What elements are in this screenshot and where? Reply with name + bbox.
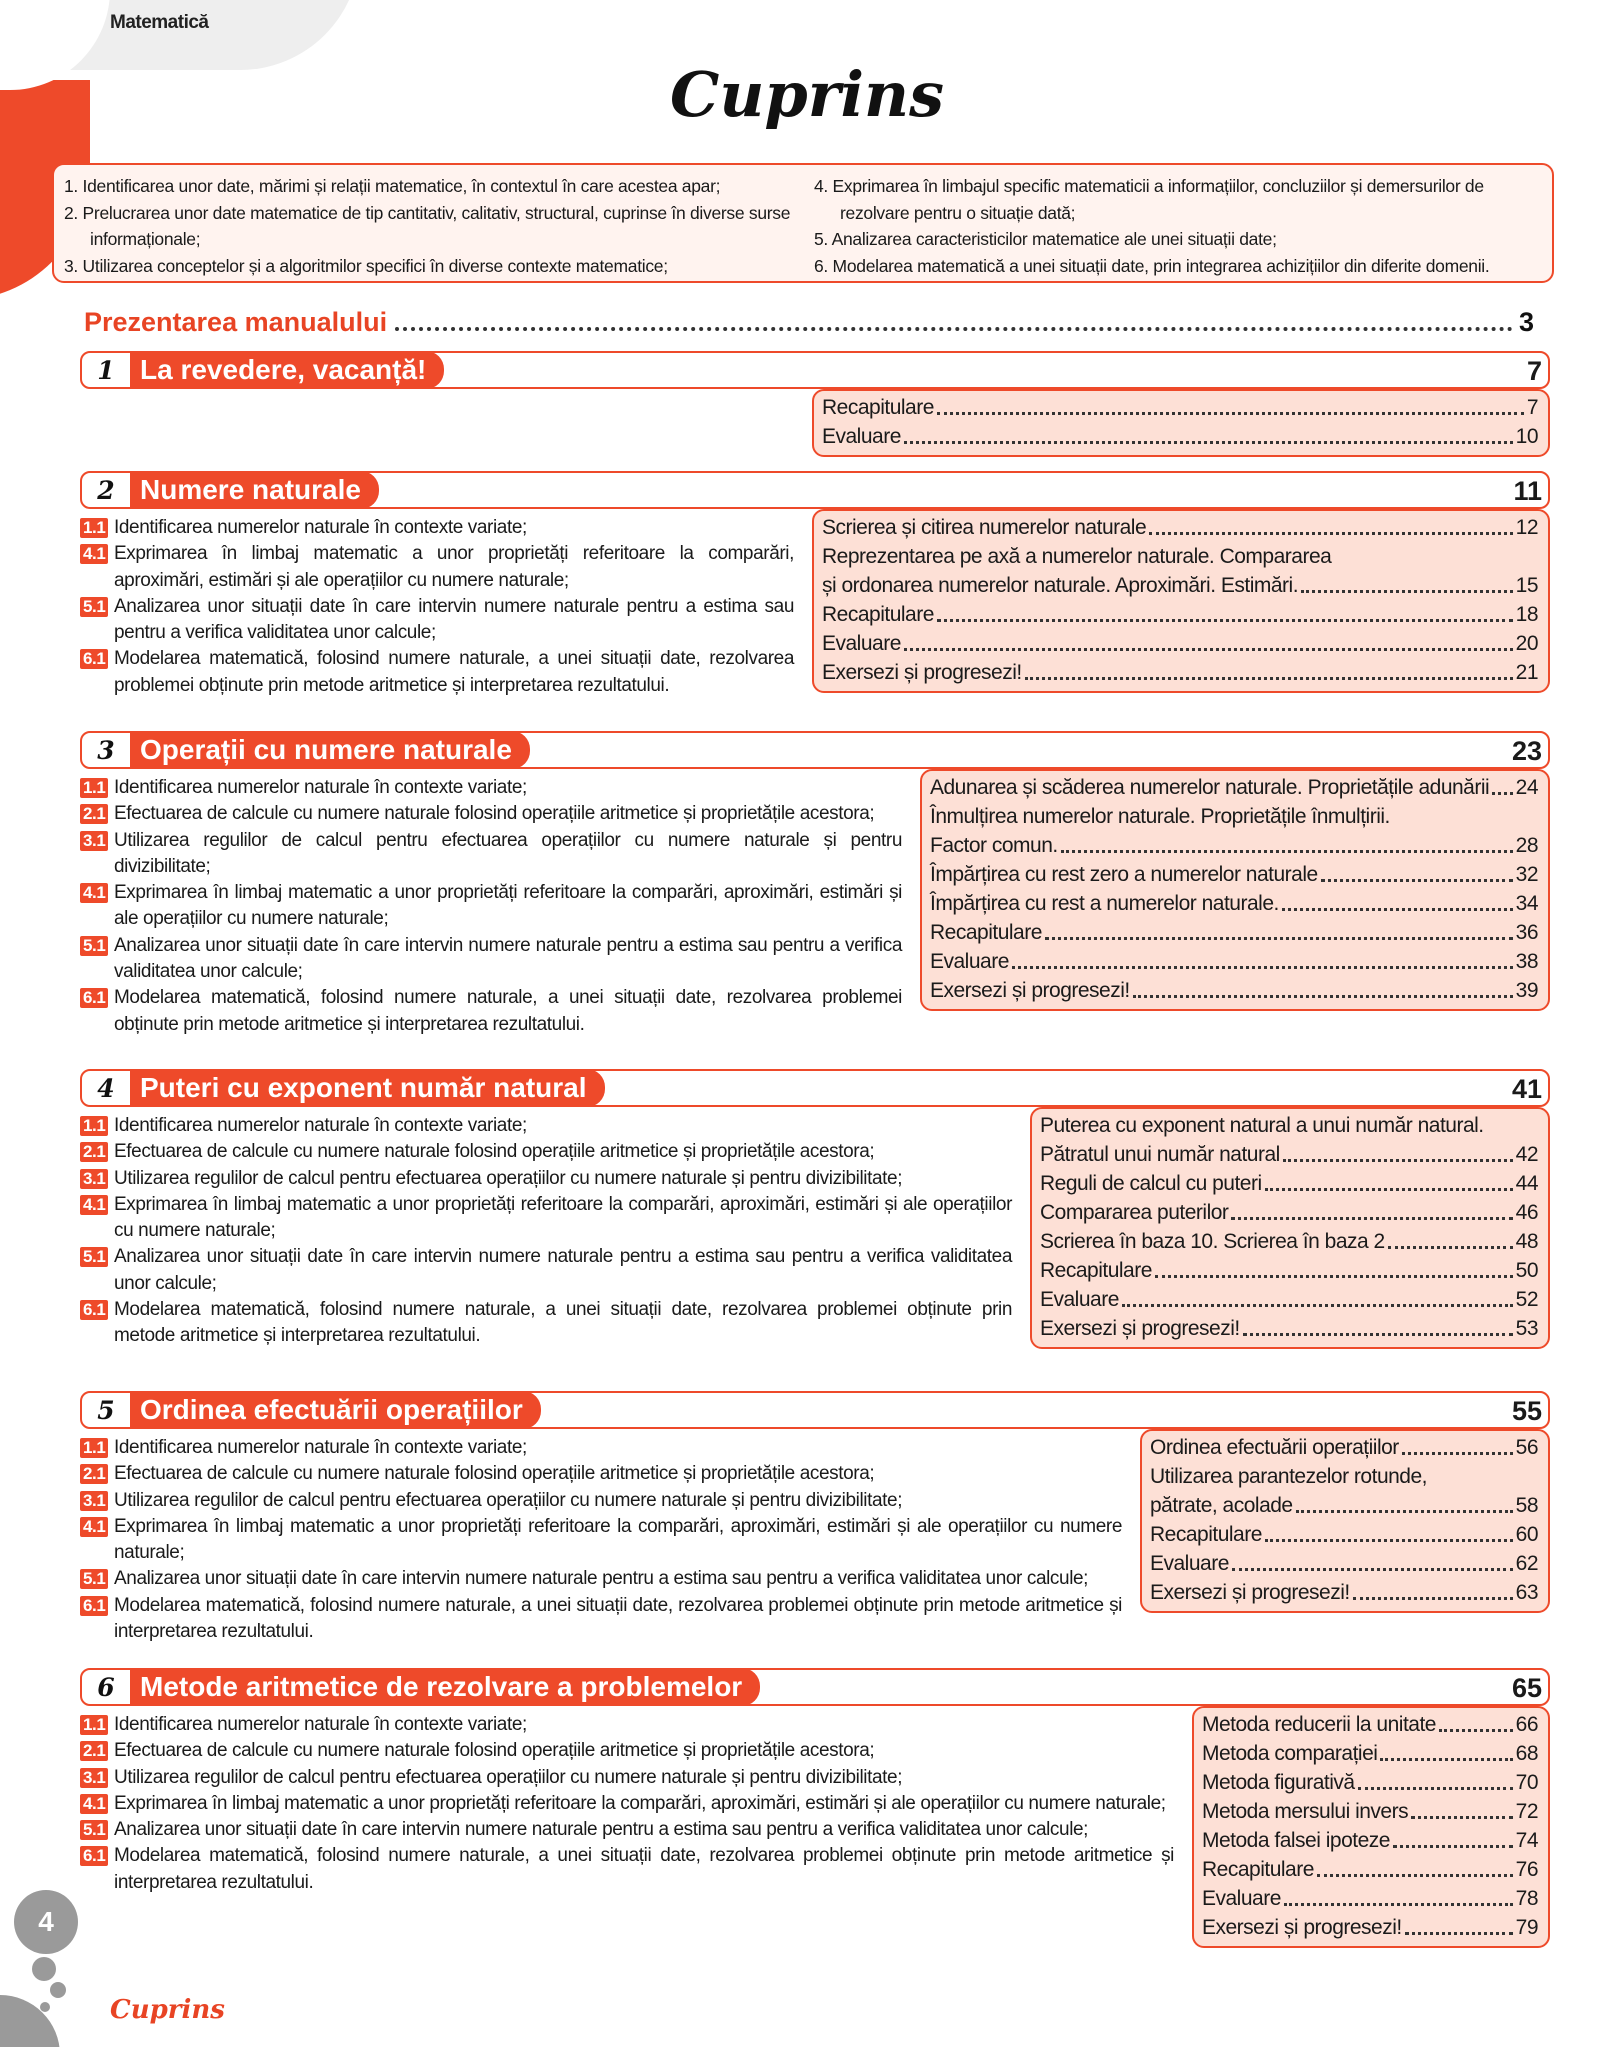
general-competences-box — [52, 163, 1554, 283]
dot-leader — [1321, 879, 1513, 882]
toc-entry-page: 34 — [1515, 892, 1538, 915]
competence-code: 3.1 — [80, 1768, 108, 1788]
dot-leader — [1402, 1452, 1513, 1455]
decorative-dot — [32, 1957, 56, 1981]
chapter-header[interactable] — [80, 1391, 1550, 1429]
specific-competence — [80, 1244, 1012, 1297]
toc-entry-page: 70 — [1515, 1771, 1538, 1794]
competence-code: 1.1 — [80, 518, 108, 538]
competence-code: 4.1 — [80, 883, 108, 903]
chapter-page: 11 — [1513, 476, 1542, 506]
competence-text: Exprimarea în limbaj matematic a unor proprietăți referitoare la comparări, aproximări, estimări și ale operațiilor cu numere naturale; — [114, 1515, 1122, 1564]
toc-entry-page: 18 — [1515, 603, 1538, 626]
specific-competence — [80, 1139, 1012, 1165]
competence-code: 5.1 — [80, 597, 108, 617]
toc-entry-page: 68 — [1515, 1742, 1538, 1765]
general-competence: 5. Analizarea caracteristicilor matematice ale unei situații date; — [814, 229, 1277, 249]
competence-text: Analizarea unor situații date în care intervin numere naturale pentru a estima sau pentru a verifica validitatea unor calcule; — [114, 1819, 1089, 1841]
competence-code: 4.1 — [80, 1195, 108, 1215]
toc-entry-page: 32 — [1515, 863, 1538, 886]
chapter-number: 2 — [86, 476, 126, 506]
specific-competence — [80, 1843, 1174, 1896]
toc-entry[interactable] — [1150, 1433, 1538, 1462]
competence-code: 5.1 — [80, 936, 108, 956]
toc-entry-line[interactable]: Utilizarea parantezelor rotunde, — [1150, 1465, 1427, 1488]
competence-text: Identificarea numerelor naturale în contexte variate; — [114, 517, 527, 538]
dot-leader — [1045, 937, 1513, 940]
competence-text: Exprimarea în limbaj matematic a unor proprietăți referitoare la comparări, aproximări, estimări și ale operațiilor cu numere naturale; — [114, 1792, 1166, 1814]
toc-entry-title: Metoda falsei ipoteze — [1202, 1829, 1390, 1852]
specific-competence — [80, 1738, 1174, 1764]
specific-competence — [80, 1192, 1012, 1245]
chapter-competences — [80, 775, 902, 1038]
dot-leader — [1284, 1903, 1513, 1906]
dot-leader — [1388, 1246, 1513, 1249]
chapter-toc — [1192, 1706, 1550, 1948]
chapter-title: Puteri cu exponent număr natural — [130, 1069, 605, 1107]
toc-entry-title: Evaluare — [1040, 1288, 1119, 1311]
competence-text: Modelarea matematică, folosind numere naturale, a unei situații date, rezolvarea problemei obținute prin metode aritmetice și interpretarea rezultatului. — [114, 987, 902, 1035]
toc-entry-title: Compararea puterilor — [1040, 1201, 1229, 1224]
specific-competence — [80, 1435, 1122, 1461]
competence-code: 5.1 — [80, 1569, 108, 1589]
chapter-title: La revedere, vacanță! — [130, 351, 444, 389]
chapter-header[interactable] — [80, 1668, 1550, 1706]
specific-competence — [80, 1113, 1012, 1139]
chapter-toc — [1140, 1429, 1550, 1613]
toc-entry-title: Recapitulare — [1202, 1858, 1314, 1881]
toc-entry-page: 62 — [1515, 1552, 1538, 1575]
toc-entry-page: 74 — [1515, 1829, 1538, 1852]
toc-entry-page: 52 — [1515, 1288, 1538, 1311]
dot-leader — [904, 648, 1513, 651]
dot-leader — [1439, 1729, 1513, 1732]
toc-entry[interactable] — [1202, 1826, 1538, 1855]
competence-code: 6.1 — [80, 1596, 108, 1616]
toc-entry-title: Factor comun. — [930, 834, 1058, 857]
specific-competence — [80, 646, 794, 699]
dot-leader — [1317, 1874, 1513, 1877]
dot-leader — [1405, 1932, 1513, 1935]
toc-entry-title: Exersezi și progresezi! — [930, 979, 1130, 1002]
toc-entry-title: Metoda comparației — [1202, 1742, 1378, 1765]
chapter-number: 1 — [86, 356, 126, 386]
competence-text: Utilizarea regulilor de calcul pentru efectuarea operațiilor cu numere naturale și pentru divizibilitate; — [114, 1766, 903, 1788]
toc-entry-title: Recapitulare — [930, 921, 1042, 944]
chapter-competences — [80, 1712, 1174, 1896]
chapter-title: Metode aritmetice de rezolvare a problemelor — [130, 1668, 760, 1706]
toc-entry-page: 63 — [1515, 1581, 1538, 1604]
specific-competence — [80, 801, 902, 827]
dot-leader — [904, 441, 1513, 444]
competences-left-column — [64, 173, 804, 279]
dot-leader — [937, 619, 1513, 622]
specific-competence — [80, 985, 902, 1038]
toc-entry[interactable] — [822, 600, 1538, 629]
toc-entry[interactable] — [1202, 1768, 1538, 1797]
competence-code: 6.1 — [80, 1846, 108, 1866]
toc-entry-page: 38 — [1515, 950, 1538, 973]
toc-entry-title: Evaluare — [822, 425, 901, 448]
dot-leader — [1231, 1217, 1512, 1220]
dot-leader — [1155, 1275, 1513, 1278]
dot-leader — [1149, 532, 1512, 535]
competence-text: Modelarea matematică, folosind numere naturale, a unei situații date, rezolvarea problemei obținute prin metode aritmetice și interpretarea rezultatului. — [114, 1594, 1122, 1643]
toc-entry-title: Recapitulare — [822, 603, 934, 626]
competence-text: Analizarea unor situații date în care intervin numere naturale pentru a estima sau pentru a verifica validitatea unor calcule; — [114, 934, 902, 983]
competence-code: 3.1 — [80, 831, 108, 851]
toc-entry[interactable] — [1202, 1739, 1538, 1768]
decorative-dot — [50, 1982, 66, 1998]
toc-entry[interactable] — [822, 658, 1538, 687]
toc-entry[interactable] — [1040, 1169, 1538, 1198]
toc-entry-title: Recapitulare — [1150, 1523, 1262, 1546]
specific-competence — [80, 1712, 1174, 1738]
competence-code: 4.1 — [80, 1794, 108, 1814]
dot-leader — [1133, 995, 1513, 998]
toc-entry-title: Evaluare — [930, 950, 1009, 973]
specific-competence — [80, 1817, 1174, 1843]
toc-entry-title: Scrierea în baza 10. Scrierea în baza 2 — [1040, 1230, 1385, 1253]
toc-entry-page: 39 — [1515, 979, 1538, 1002]
competence-text: Analizarea unor situații date în care intervin numere naturale pentru a estima sau pentru a verifica validitatea unor calcule; — [114, 1568, 1089, 1590]
page-number: 4 — [14, 1890, 78, 1954]
toc-entry-title: Reguli de calcul cu puteri — [1040, 1172, 1262, 1195]
toc-entry[interactable] — [1040, 1140, 1538, 1169]
toc-entry-page: 72 — [1515, 1800, 1538, 1823]
toc-entry-page: 36 — [1515, 921, 1538, 944]
chapter-number: 6 — [86, 1673, 126, 1703]
dot-leader — [1243, 1333, 1513, 1336]
competence-text: Exprimarea în limbaj matematic a unor proprietăți referitoare la comparări, aproximări, estimări și ale operațiilor cu numere naturale; — [114, 543, 794, 591]
dot-leader — [1283, 1159, 1513, 1162]
toc-entry[interactable] — [822, 629, 1538, 658]
toc-entry-line[interactable]: Puterea cu exponent natural a unui număr natural. — [1040, 1114, 1484, 1137]
competence-code: 5.1 — [80, 1820, 108, 1840]
toc-entry[interactable] — [1040, 1198, 1538, 1227]
specific-competence — [80, 1461, 1122, 1487]
toc-entry-page: 7 — [1526, 396, 1538, 419]
toc-entry[interactable] — [1202, 1913, 1538, 1942]
toc-entry-title: Pătratul unui număr natural — [1040, 1143, 1280, 1166]
dot-leader — [1012, 966, 1513, 969]
competence-text: Utilizarea regulilor de calcul pentru efectuarea operațiilor cu numere naturale și pentru divizibilitate; — [114, 1489, 903, 1511]
toc-entry[interactable] — [822, 513, 1538, 542]
presentation-entry[interactable] — [84, 302, 1534, 338]
specific-competence — [80, 1166, 1012, 1192]
toc-entry[interactable] — [822, 393, 1538, 422]
toc-entry-page: 12 — [1515, 516, 1538, 539]
decorative-dot — [40, 2002, 50, 2012]
chapter-toc — [920, 769, 1550, 1011]
dot-leader — [1380, 1758, 1512, 1761]
competence-code: 2.1 — [80, 1142, 108, 1162]
competence-text: Modelarea matematică, folosind numere naturale, a unei situații date, rezolvarea problemei obținute prin metode aritmetice și interpretarea rezultatului. — [114, 1299, 1012, 1347]
toc-entry-title: Metoda mersului invers — [1202, 1800, 1409, 1823]
competence-code: 1.1 — [80, 1715, 108, 1735]
chapter-page: 55 — [1511, 1396, 1542, 1426]
specific-competence — [80, 1765, 1174, 1791]
toc-entry-page: 10 — [1515, 425, 1538, 448]
toc-entry[interactable] — [1040, 1285, 1538, 1314]
specific-competence — [80, 1566, 1122, 1592]
toc-entry-title: pătrate, acolade — [1150, 1494, 1293, 1517]
toc-entry-page: 15 — [1515, 574, 1538, 597]
dot-leader — [1122, 1304, 1513, 1307]
competence-text: Exprimarea în limbaj matematic a unor proprietăți referitoare la comparări, aproximări, estimări și ale operațiilor cu numere naturale; — [114, 1193, 1012, 1242]
chapter-toc — [812, 389, 1550, 457]
toc-entry-page: 78 — [1515, 1887, 1538, 1910]
toc-entry[interactable] — [1040, 1227, 1538, 1256]
toc-entry-page: 79 — [1515, 1916, 1538, 1939]
chapter-competences — [80, 1113, 1012, 1350]
corner-decoration-bottom — [0, 1995, 60, 2047]
dot-leader — [1393, 1845, 1513, 1848]
chapter-header[interactable] — [80, 731, 1550, 769]
specific-competence — [80, 880, 902, 933]
competence-code: 2.1 — [80, 1741, 108, 1761]
dot-leader — [1296, 1510, 1513, 1513]
toc-entry-title: Evaluare — [1150, 1552, 1229, 1575]
toc-entry-page: 60 — [1515, 1523, 1538, 1546]
toc-entry-page: 24 — [1515, 776, 1538, 799]
chapter-page: 65 — [1511, 1673, 1542, 1703]
competence-text: Identificarea numerelor naturale în contexte variate; — [114, 1714, 527, 1735]
toc-entry-title: Scrierea și citirea numerelor naturale — [822, 516, 1147, 539]
toc-entry[interactable] — [930, 889, 1538, 918]
presentation-page: 3 — [1518, 307, 1534, 337]
toc-entry-page: 76 — [1515, 1858, 1538, 1881]
competence-text: Analizarea unor situații date în care intervin numere naturale pentru a estima sau pentru a verifica validitatea unor calcule; — [114, 595, 794, 644]
toc-entry-page: 20 — [1515, 632, 1538, 655]
competence-text: Utilizarea regulilor de calcul pentru efectuarea operațiilor cu numere naturale și pentru divizibilitate; — [114, 829, 902, 877]
toc-entry[interactable] — [930, 773, 1538, 802]
competence-text: Analizarea unor situații date în care intervin numere naturale pentru a estima sau pentru a verifica validitatea unor calcule; — [114, 1246, 1012, 1294]
toc-entry-title: Împărțirea cu rest zero a numerelor naturale — [930, 863, 1318, 886]
toc-entry[interactable] — [930, 947, 1538, 976]
chapter-page: 7 — [1526, 356, 1542, 386]
chapter-toc — [1030, 1107, 1550, 1349]
dot-leader — [1358, 1787, 1513, 1790]
toc-entry-title: Recapitulare — [822, 396, 934, 419]
chapter-page: 41 — [1511, 1074, 1542, 1104]
chapter-competences — [80, 515, 794, 699]
toc-entry-title: Împărțirea cu rest a numerelor naturale. — [930, 892, 1279, 915]
dot-leader — [1492, 792, 1512, 795]
chapter-header[interactable] — [80, 351, 1550, 389]
competence-text: Efectuarea de calcule cu numere naturale folosind operațiile aritmetice și proprietățile acestora; — [114, 1141, 875, 1163]
dot-leader — [1411, 1816, 1513, 1819]
toc-entry[interactable] — [930, 976, 1538, 1005]
toc-entry-page: 44 — [1515, 1172, 1538, 1195]
general-competence: 1. Identificarea unor date, mărimi și relații matematice, în contextul în care acestea apar; — [64, 176, 721, 196]
toc-entry[interactable] — [930, 860, 1538, 889]
competence-text: Identificarea numerelor naturale în contexte variate; — [114, 1437, 527, 1458]
presentation-title: Prezentarea manualului — [84, 307, 388, 337]
chapter-number: 5 — [86, 1396, 126, 1426]
toc-entry-title: și ordonarea numerelor naturale. Aproximări. Estimări. — [822, 574, 1299, 597]
chapter-number: 3 — [86, 736, 126, 766]
toc-entry-page: 46 — [1515, 1201, 1538, 1224]
toc-entry-title: Evaluare — [1202, 1887, 1281, 1910]
competence-code: 2.1 — [80, 1464, 108, 1484]
specific-competence — [80, 1488, 1122, 1514]
toc-entry[interactable] — [1150, 1549, 1538, 1578]
toc-entry[interactable] — [1150, 1578, 1538, 1607]
dot-leader — [395, 327, 1513, 331]
dot-leader — [1232, 1568, 1513, 1571]
subject-header: Matematică — [110, 12, 209, 33]
toc-entry-page: 21 — [1515, 661, 1538, 684]
toc-entry[interactable] — [1150, 1520, 1538, 1549]
toc-entry-title: Ordinea efectuării operațiilor — [1150, 1436, 1399, 1459]
competence-text: Modelarea matematică, folosind numere naturale, a unei situații date, rezolvarea problemei obținute prin metode aritmetice și interpretarea rezultatului. — [114, 648, 794, 696]
chapter-title: Operații cu numere naturale — [130, 731, 530, 769]
toc-entry-title: Evaluare — [822, 632, 901, 655]
toc-entry[interactable] — [1202, 1855, 1538, 1884]
specific-competence — [80, 1593, 1122, 1646]
specific-competence — [80, 775, 902, 801]
competence-text: Efectuarea de calcule cu numere naturale folosind operațiile aritmetice și proprietățile acestora; — [114, 1463, 875, 1485]
toc-entry[interactable] — [930, 918, 1538, 947]
footer-label: Cuprins — [110, 1995, 225, 2025]
competence-text: Utilizarea regulilor de calcul pentru efectuarea operațiilor cu numere naturale și pentru divizibilitate; — [114, 1167, 903, 1189]
general-competence: 4. Exprimarea în limbajul specific matematicii a informațiilor, concluziilor și demersurilor de rezolvare pentru o situație dată; — [814, 176, 1484, 223]
dot-leader — [1282, 908, 1513, 911]
toc-entry-page: 48 — [1515, 1230, 1538, 1253]
toc-entry-page: 56 — [1515, 1436, 1538, 1459]
toc-entry-title: Exersezi și progresezi! — [822, 661, 1022, 684]
dot-leader — [1353, 1597, 1513, 1600]
page-title: Cuprins — [670, 58, 944, 131]
specific-competence — [80, 1791, 1174, 1817]
dot-leader — [1265, 1188, 1513, 1191]
toc-entry-line[interactable]: Înmulțirea numerelor naturale. Proprietățile înmulțirii. — [930, 805, 1390, 828]
competence-code: 6.1 — [80, 988, 108, 1008]
specific-competence — [80, 828, 902, 881]
toc-entry-title: Metoda figurativă — [1202, 1771, 1355, 1794]
competence-text: Identificarea numerelor naturale în contexte variate; — [114, 777, 527, 798]
toc-entry-title: Recapitulare — [1040, 1259, 1152, 1282]
general-competence: 2. Prelucrarea unor date matematice de tip cantitativ, calitativ, structural, cuprinse în diverse surse informaționale; — [64, 202, 791, 249]
specific-competence — [80, 933, 902, 986]
toc-entry[interactable] — [1040, 1256, 1538, 1285]
toc-entry[interactable] — [822, 422, 1538, 451]
toc-entry-title: Metoda reducerii la unitate — [1202, 1713, 1436, 1736]
specific-competence — [80, 515, 794, 541]
toc-entry-page: 58 — [1515, 1494, 1538, 1517]
chapter-header[interactable] — [80, 471, 1550, 509]
competence-code: 1.1 — [80, 778, 108, 798]
competence-code: 5.1 — [80, 1247, 108, 1267]
toc-entry[interactable] — [822, 571, 1538, 600]
chapter-header[interactable] — [80, 1069, 1550, 1107]
toc-entry[interactable] — [1040, 1314, 1538, 1343]
toc-entry[interactable] — [930, 831, 1538, 860]
competence-text: Exprimarea în limbaj matematic a unor proprietăți referitoare la comparări, aproximări, estimări și ale operațiilor cu numere naturale; — [114, 882, 902, 930]
specific-competence — [80, 1514, 1122, 1567]
competence-code: 4.1 — [80, 544, 108, 564]
competence-text: Identificarea numerelor naturale în contexte variate; — [114, 1115, 527, 1136]
competence-code: 3.1 — [80, 1169, 108, 1189]
chapter-competences — [80, 1435, 1122, 1645]
toc-entry[interactable] — [1202, 1884, 1538, 1913]
toc-entry[interactable] — [1202, 1797, 1538, 1826]
dot-leader — [1301, 590, 1513, 593]
competence-code: 1.1 — [80, 1116, 108, 1136]
specific-competence — [80, 594, 794, 647]
competence-code: 6.1 — [80, 1300, 108, 1320]
toc-entry-page: 53 — [1515, 1317, 1538, 1340]
general-competence: 6. Modelarea matematică a unei situații date, prin integrarea achizițiilor din diferite domenii. — [814, 255, 1490, 276]
chapter-title: Ordinea efectuării operațiilor — [130, 1391, 541, 1429]
competences-right-column — [814, 173, 1549, 279]
chapter-number: 4 — [86, 1074, 126, 1104]
toc-entry-title: Exersezi și progresezi! — [1150, 1581, 1350, 1604]
toc-entry-title: Adunarea și scăderea numerelor naturale. Proprietățile adunării — [930, 776, 1490, 799]
chapter-page: 23 — [1511, 736, 1542, 766]
general-competence: 3. Utilizarea conceptelor și a algoritmilor specifici în diverse contexte matematice; — [64, 255, 668, 276]
toc-entry[interactable] — [1150, 1491, 1538, 1520]
toc-entry-title: Exersezi și progresezi! — [1040, 1317, 1240, 1340]
toc-entry-page: 42 — [1515, 1143, 1538, 1166]
toc-entry-page: 50 — [1515, 1259, 1538, 1282]
competence-text: Efectuarea de calcule cu numere naturale folosind operațiile aritmetice și proprietățile acestora; — [114, 803, 875, 825]
toc-entry[interactable] — [1202, 1710, 1538, 1739]
toc-entry-page: 28 — [1515, 834, 1538, 857]
dot-leader — [1265, 1539, 1513, 1542]
competence-code: 6.1 — [80, 649, 108, 669]
toc-entry-line[interactable]: Reprezentarea pe axă a numerelor naturale. Compararea — [822, 545, 1332, 568]
competence-code: 2.1 — [80, 804, 108, 824]
competence-text: Efectuarea de calcule cu numere naturale folosind operațiile aritmetice și proprietățile acestora; — [114, 1740, 875, 1762]
competence-code: 4.1 — [80, 1517, 108, 1537]
chapter-toc — [812, 509, 1550, 693]
chapter-title: Numere naturale — [130, 471, 379, 509]
dot-leader — [1025, 677, 1513, 680]
specific-competence — [80, 1297, 1012, 1350]
competence-code: 1.1 — [80, 1438, 108, 1458]
toc-entry-page: 66 — [1515, 1713, 1538, 1736]
dot-leader — [1061, 850, 1513, 853]
competence-code: 3.1 — [80, 1491, 108, 1511]
specific-competence — [80, 541, 794, 594]
competence-text: Modelarea matematică, folosind numere naturale, a unei situații date, rezolvarea problemei obținute prin metode aritmetice și interpretarea rezultatului. — [114, 1845, 1174, 1893]
dot-leader — [937, 412, 1524, 415]
toc-entry-title: Exersezi și progresezi! — [1202, 1916, 1402, 1939]
